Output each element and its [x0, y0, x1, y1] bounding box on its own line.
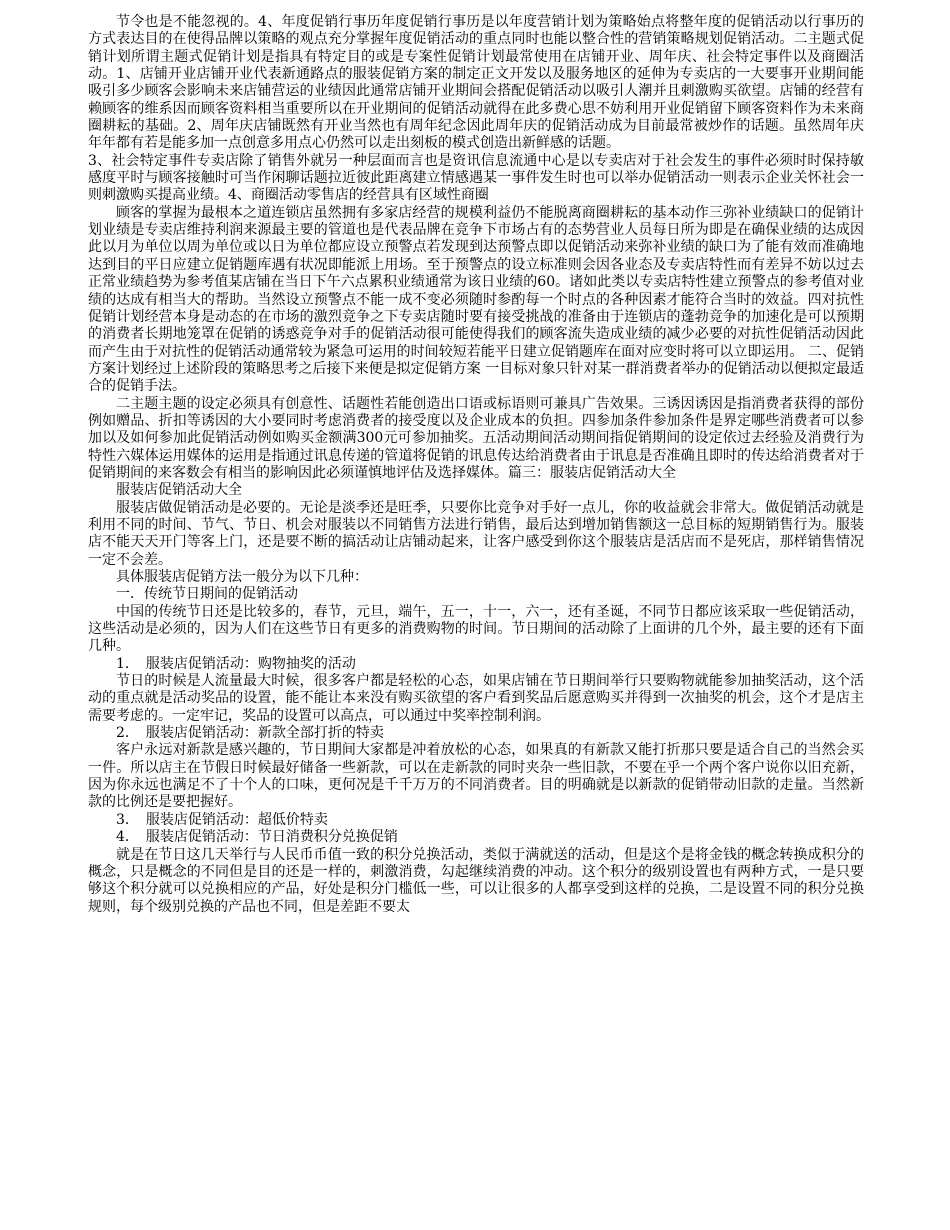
paragraph-new-arrivals: 客户永远对新款是感兴趣的，节日期间大家都是冲着放松的心态，如果真的有新款又能打折那只要是适合自己的当然会买一件。所以店主在节假日时候最好储备一些新款，可以在走新款的同时夹杂一些旧款，不要在乎一个两个客户说你以旧充新，因为你永远也满足不了十个人的口味，更何况是千千万万的不同消费者。目的明确就是以新款的促销带动旧款的走量。当然新款的比例还是要把握好。: [88, 742, 864, 811]
paragraph-intro: 服装店做促销活动是必要的。无论是淡季还是旺季，只要你比竞争对手好一点儿，你的收益就会非常大。做促销活动就是利用不同的时间、节气、节日、机会对服装以不同销售方法进行销售，最后达到增加销售额这一总目标的短期销售行为。服装店不能天天开门等客上门，还是要不断的搞活动让店铺动起来，让客户感受到你这个服装店是活店而不是死店，那样销售情况一定不会差。: [88, 499, 864, 568]
paragraph-3: 顾客的掌握为最根本之道连锁店虽然拥有多家店经营的规模利益仍不能脱离商圈耕耘的基本动作三弥补业绩缺口的促销计划业绩是专卖店维持利润来源最主要的管道也是代表品牌在竞争下市场占有的态势营业人员每日所为即是在确保业绩的达成因此以月为单位以周为单位或以日为单位都应设立预警点若发现到达预警点即以促销活动来弥补业绩的缺口为了能有效而准确地达到目的平日应建立促销题库遇有状况即能派上用场。至于预警点的设立标准则会因各业态及专卖店特性而有差异不妨以过去正常业绩趋势为参考值某店铺在当日下午六点累积业绩通常为该日业绩的60。诸如此类以专卖店特性建立预警点的参考值对业绩的达成有相当大的帮助。当然设立预警点不能一成不变必须随时参酌每一个时点的各种因素才能符合当时的效益。四对抗性促销计划经营本身是动态的在市场的激烈竞争之下专卖店随时要有接受挑战的准备由于连锁店的蓬勃竞争的加速化是可以预期的消费者长期地笼罩在促销的诱惑竞争对手的促销活动很可能使得我们的顾客流失造成业绩的减少必要的对抗性促销活动因此而产生由于对抗性的促销活动通常较为紧急可运用的时间较短若能平日建立促销题库在面对应变时将可以立即运用。 二、促销方案计划经过上述阶段的策略思考之后接下来便是拟定促销方案 一目标对象只针对某一群消费者举办的促销活动以便拟定最适合的促销手法。: [88, 204, 864, 395]
heading-lottery: 1． 服装店促销活动：购物抽奖的活动: [116, 655, 356, 672]
heading-low-price-sale: 3． 服装店促销活动：超低价特卖: [116, 811, 328, 828]
paragraph-4: 二主题主题的设定必须具有创意性、话题性若能创造出口语或标语则可兼具广告效果。三诱因诱因是指消费者获得的部份例如赠品、折扣等诱因的大小要同时考虑消费者的接受度以及企业成本的负担。四参加条件参加条件是界定哪些消费者可以参加以及如何参加此促销活动例如购买金额满300元可参加抽奖。五活动期间活动期间指促销期间的设定依过去经验及消费行为特性六媒体运用媒体的运用是指通过讯息传递的管道将促销的讯息传达给消费者由于讯息是否准确且即时的传达给消费者对于促销期间的来客数会有相当的影响因此必须谨慎地评估及选择媒体。篇三：服装店促销活动大全: [88, 395, 864, 481]
paragraph-points-exchange: 就是在节日这几天举行与人民币币值一致的积分兑换活动，类似于满就送的活动，但是这个是将金钱的概念转换成积分的概念，只是概念的不同但是目的还是一样的，刺激消费，勾起继续消费的冲动。这个积分的级别设置也有两种方式，一是只要够这个积分就可以兑换相应的产品，好处是积分门槛低一些，可以让很多的人都享受到这样的兑换，二是设置不同的积分兑换规则，每个级别兑换的产品也不同，但是差距不要太: [88, 846, 864, 915]
heading-new-arrivals-discount: 2． 服装店促销活动：新款全部打折的特卖: [116, 725, 384, 742]
paragraph-2: 3、社会特定事件专卖店除了销售外就另一种层面而言也是资讯信息流通中心是以专卖店对于社会发生的事件必须时时保持敏感度平时与顾客接触时可当作闲聊话题拉近彼此距离建立情感遇某一事件发生时也可以举办促销活动一则表示企业关怀社会一则刺激购买提高业绩。4、商圈活动零售店的经营具有区域性商圈: [88, 152, 864, 204]
paragraph-holidays: 中国的传统节日还是比较多的，春节，元旦，端午，五一，十一，六一，还有圣诞，不同节日都应该采取一些促销活动，这些活动是必须的，因为人们在这些节日有更多的消费购物的时间。节日期间的活动除了上面讲的几个外，最主要的还有下面几种。: [88, 603, 864, 655]
paragraph-lottery: 节日的时候是人流量最大时候，很多客户都是轻松的心态，如果店铺在节日期间举行只要购物就能参加抽奖活动，这个活动的重点就是活动奖品的设置，能不能让本来没有购买欲望的客户看到奖品后愿意购买并得到一次抽奖的机会，这个才是店主需要考虑的。一定牢记，奖品的设置可以高点，可以通过中奖率控制利润。: [88, 673, 864, 724]
paragraph-methods-lead: 具体服装店促销方法一般分为以下几种：: [116, 569, 368, 585]
paragraph-1: 节令也是不能忽视的。4、年度促销行事历年度促销行事历是以年度营销计划为策略始点将整年度的促销活动以行事历的方式表达目的在使得品牌以策略的观点充分掌握年度促销活动的重点同时也能以整合性的营销策略规划促销活动。二主题式促销计划所谓主题式促销计划是指具有特定目的或是专案性促销计划最常使用在店铺开业、周年庆、社会特定事件以及商圈活动。1、店铺开业店铺开业代表新通路点的服装促销方案的制定正文开发以及服务地区的延伸为专卖店的一大要事开业期间能吸引多少顾客会影响未来店铺营运的业绩因此通常店铺开业期间会搭配促销活动以吸引人潮并且刺激购买欲望。店铺的经营有赖顾客的维系因而顾客资料相当重要所以在开业期间的促销活动就得在此多费心思不妨利用开业促销留下顾客资料作为未来商圈耕耘的基础。2、周年庆店铺既然有开业当然也有周年纪念因此周年庆的促销活动成为目前最常被炒作的话题。虽然周年庆年年都有若是能多加一点创意多用点心仍然可以走出刻板的模式创造出新鲜感的话题。: [88, 14, 864, 152]
heading-traditional-holidays: 一．传统节日期间的促销活动: [116, 586, 298, 603]
heading-points-exchange: 4． 服装店促销活动：节日消费积分兑换促销: [116, 829, 398, 846]
section-title: 服装店促销活动大全: [116, 482, 242, 499]
